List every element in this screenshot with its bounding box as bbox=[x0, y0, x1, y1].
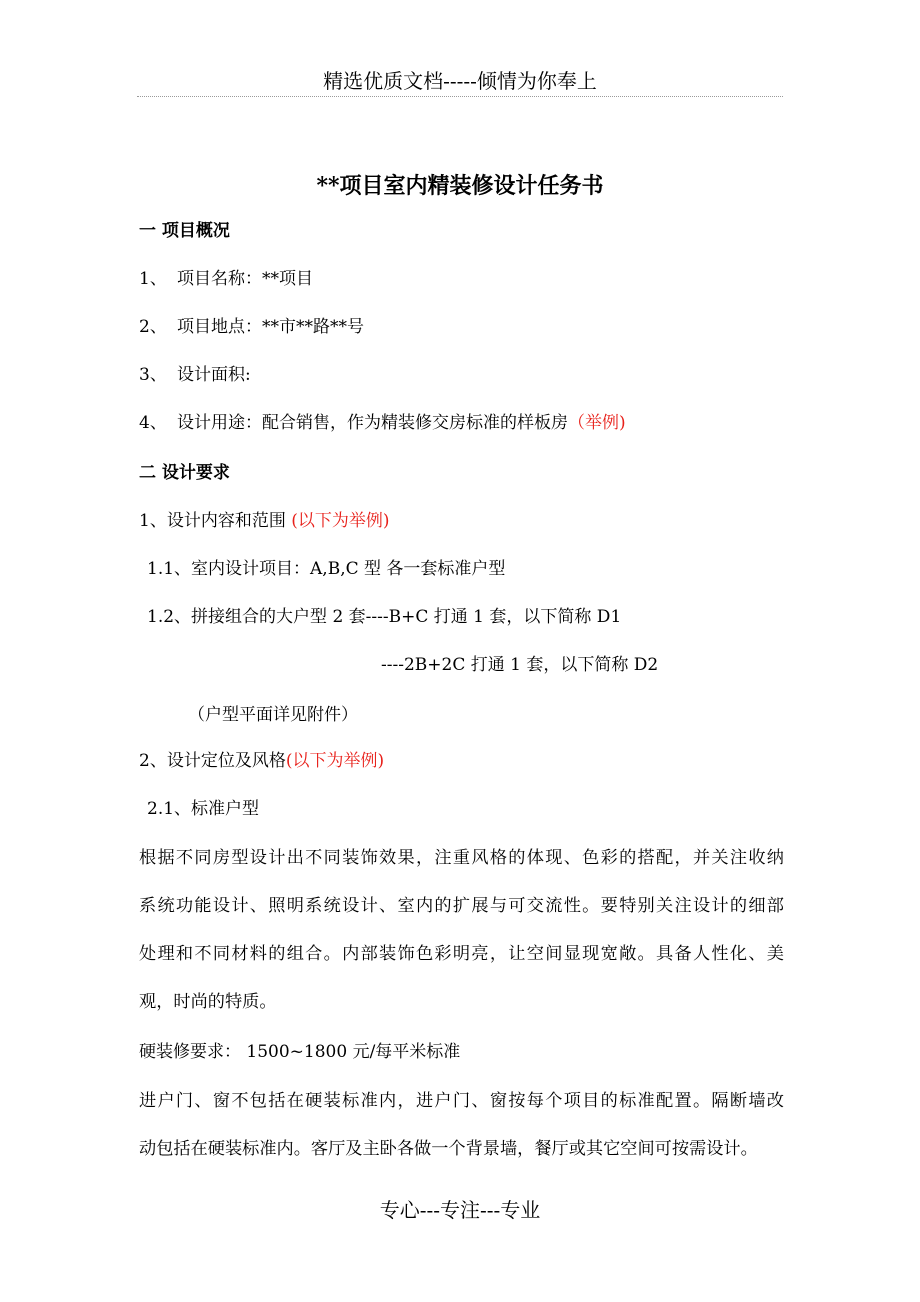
hard-decoration-requirement: 硬装修要求： 1500~1800 元/每平米标准 bbox=[139, 1042, 461, 1062]
project-location-item: 项目地点：**市**路**号 bbox=[177, 317, 364, 337]
design-purpose-text: 设计用途：配合销售，作为精装修交房标准的样板房 bbox=[177, 413, 568, 433]
design-purpose-item bbox=[177, 410, 626, 436]
paragraph-line: 系统功能设计、照明系统设计、室内的扩展与可交流性。要特别关注设计的细部 bbox=[139, 896, 784, 916]
list-number: 3、 bbox=[139, 365, 167, 385]
list-number: 1、 bbox=[139, 269, 167, 289]
list-number: 2、 bbox=[139, 317, 167, 337]
interior-design-item: 1.1、室内设计项目：A,B,C 型 各一套标准户型 bbox=[147, 559, 506, 579]
design-scope-text: 1、设计内容和范围 bbox=[139, 511, 286, 531]
combined-unit-item: 1.2、拼接组合的大户型 2 套----B+C 打通 1 套，以下简称 D1 bbox=[147, 607, 622, 627]
document-title: **项目室内精装修设计任务书 bbox=[316, 173, 604, 199]
floor-plan-note: （户型平面详见附件） bbox=[188, 705, 358, 725]
example-note: (以下为举例) bbox=[285, 751, 385, 771]
project-name-item: 项目名称：**项目 bbox=[177, 269, 313, 289]
header-divider bbox=[137, 96, 783, 97]
example-note: (以下为举例) bbox=[291, 511, 390, 531]
combined-unit-item-d2: ----2B+2C 打通 1 套，以下简称 D2 bbox=[381, 655, 659, 675]
paragraph-line: 处理和不同材料的组合。内部装饰色彩明亮，让空间显现宽敞。具备人性化、美 bbox=[139, 944, 784, 964]
standard-unit-item: 2.1、标准户型 bbox=[147, 799, 260, 819]
page-header: 精选优质文档-----倾情为你奉上 bbox=[323, 69, 597, 93]
paragraph-line: 根据不同房型设计出不同装饰效果，注重风格的体现、色彩的搭配，并关注收纳 bbox=[139, 848, 784, 868]
list-number: 4、 bbox=[139, 413, 167, 433]
example-note: （举例) bbox=[568, 413, 626, 433]
paragraph-line: 动包括在硬装标准内。客厅及主卧各做一个背景墙，餐厅或其它空间可按需设计。 bbox=[139, 1139, 758, 1159]
section-heading-requirements: 二 设计要求 bbox=[139, 463, 230, 483]
paragraph-line: 进户门、窗不包括在硬装标准内，进户门、窗按每个项目的标准配置。隔断墙改 bbox=[139, 1091, 784, 1111]
design-style-item bbox=[139, 748, 384, 774]
design-area-item: 设计面积: bbox=[177, 365, 251, 385]
design-style-text: 2、设计定位及风格 bbox=[139, 751, 286, 771]
section-heading-overview: 一 项目概况 bbox=[139, 221, 230, 241]
page-footer: 专心---专注---专业 bbox=[379, 1198, 541, 1222]
paragraph-line: 观，时尚的特质。 bbox=[139, 992, 277, 1012]
design-scope-item bbox=[139, 508, 390, 534]
